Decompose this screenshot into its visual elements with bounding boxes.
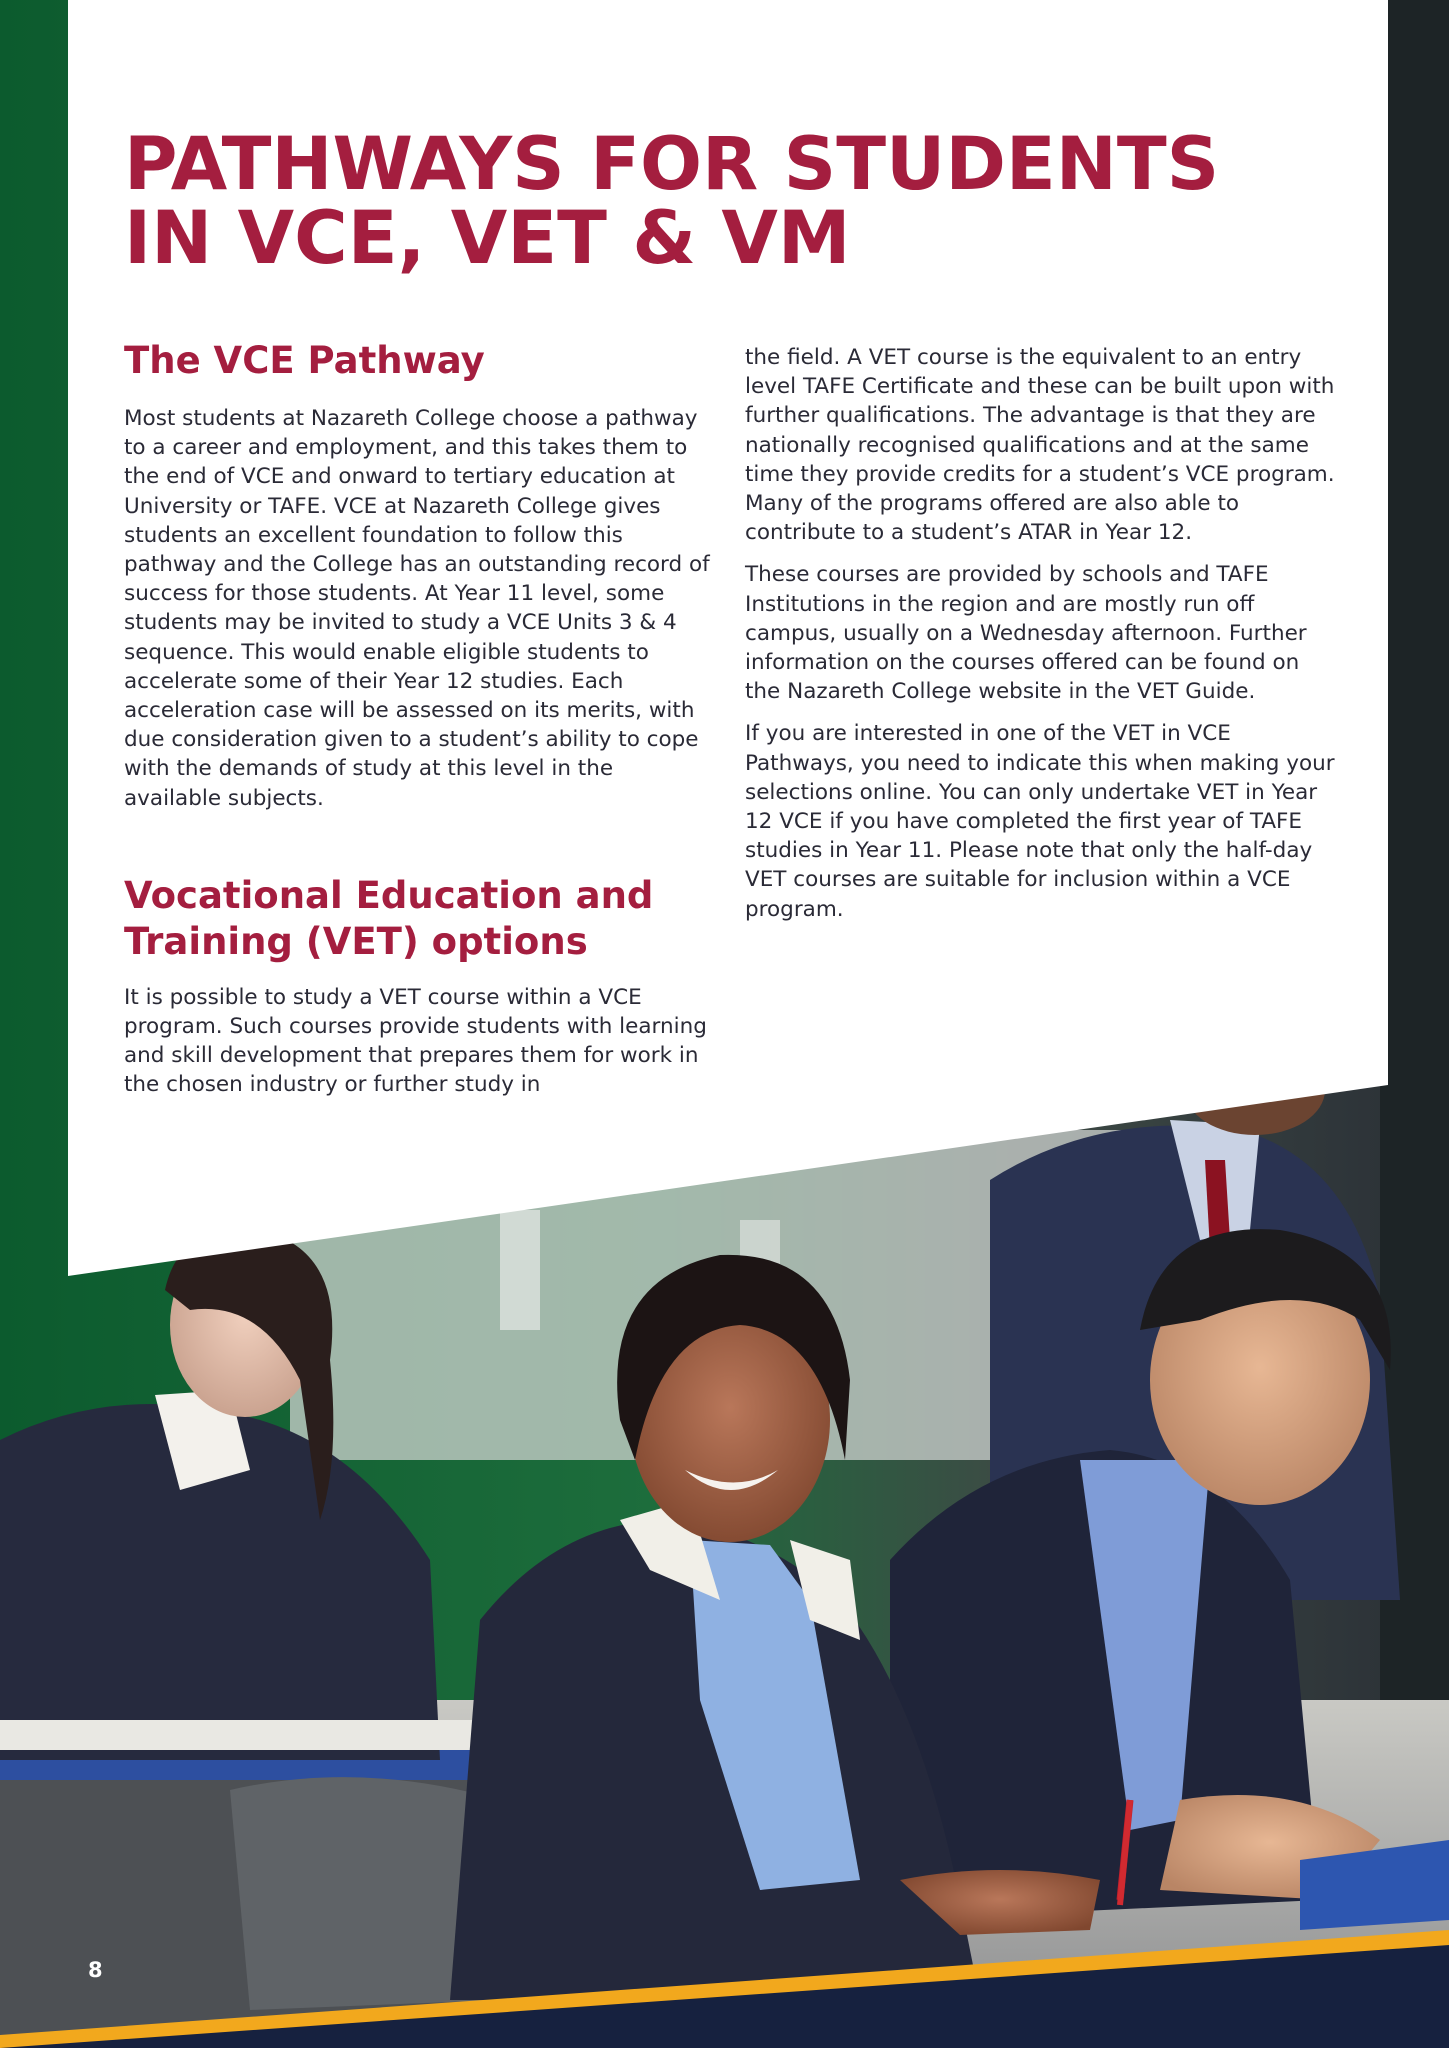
- vet-heading-line-1: Vocational Education and: [124, 873, 654, 917]
- vet-options-body-start: It is possible to study a VET course within a VCE program. Such courses provide students with learning and skill development that prepares them for work in the chosen industry or further study in: [124, 984, 707, 1098]
- vet-options-body-continued: the field. A VET course is the equivalent to an entry level TAFE Certificate and these can be built upon with further qualifications. The advantage is that they are nationally recognised qualifications and at the same time they provide credits for a student’s VCE program. Many of the programs offered are also able to contribute to a student’s ATAR in Year 12.: [745, 345, 1335, 546]
- right-column: [745, 343, 1335, 937]
- vet-providers-paragraph: These courses are provided by schools and TAFE Institutions in the region and are mostly run off campus, usually on a Wednesday afternoon. Further information on the courses offered can be found on the Nazareth College website in the VET Guide.: [745, 562, 1307, 705]
- left-column: [124, 338, 714, 1113]
- vce-pathway-body: Most students at Nazareth College choose a pathway to a career and employment, and this takes them to the end of VCE and onward to tertiary education at University or TAFE. VCE at Nazareth College gives students an excellent foundation to follow this pathway and the College has an outstanding record of success for those students. At Year 11 level, some students may be invited to study a VCE Units 3 & 4 sequence. This would enable eligible students to accelerate some of their Year 12 studies. Each acceleration case will be assessed on its merits, with due consideration given to a student’s ability to cope with the demands of study at this level in the available subjects.: [124, 406, 710, 811]
- page-title-line-2: IN VCE, VET & VM: [124, 196, 851, 281]
- vet-options-heading: [124, 873, 714, 965]
- page-number: 8: [88, 1958, 103, 1982]
- vet-selection-paragraph: If you are interested in one of the VET in VCE Pathways, you need to indicate this when making your selections online. You can only undertake VET in Year 12 VCE if you have completed the first year of TAFE studies in Year 11. Please note that only the half-day VET courses are suitable for inclusion within a VCE program.: [745, 721, 1335, 922]
- vet-heading-line-2: Training (VET) options: [124, 919, 588, 963]
- vce-pathway-heading: The VCE Pathway: [124, 339, 485, 382]
- page-title: [124, 122, 1284, 281]
- page-title-line-1: PATHWAYS FOR STUDENTS: [124, 122, 1220, 207]
